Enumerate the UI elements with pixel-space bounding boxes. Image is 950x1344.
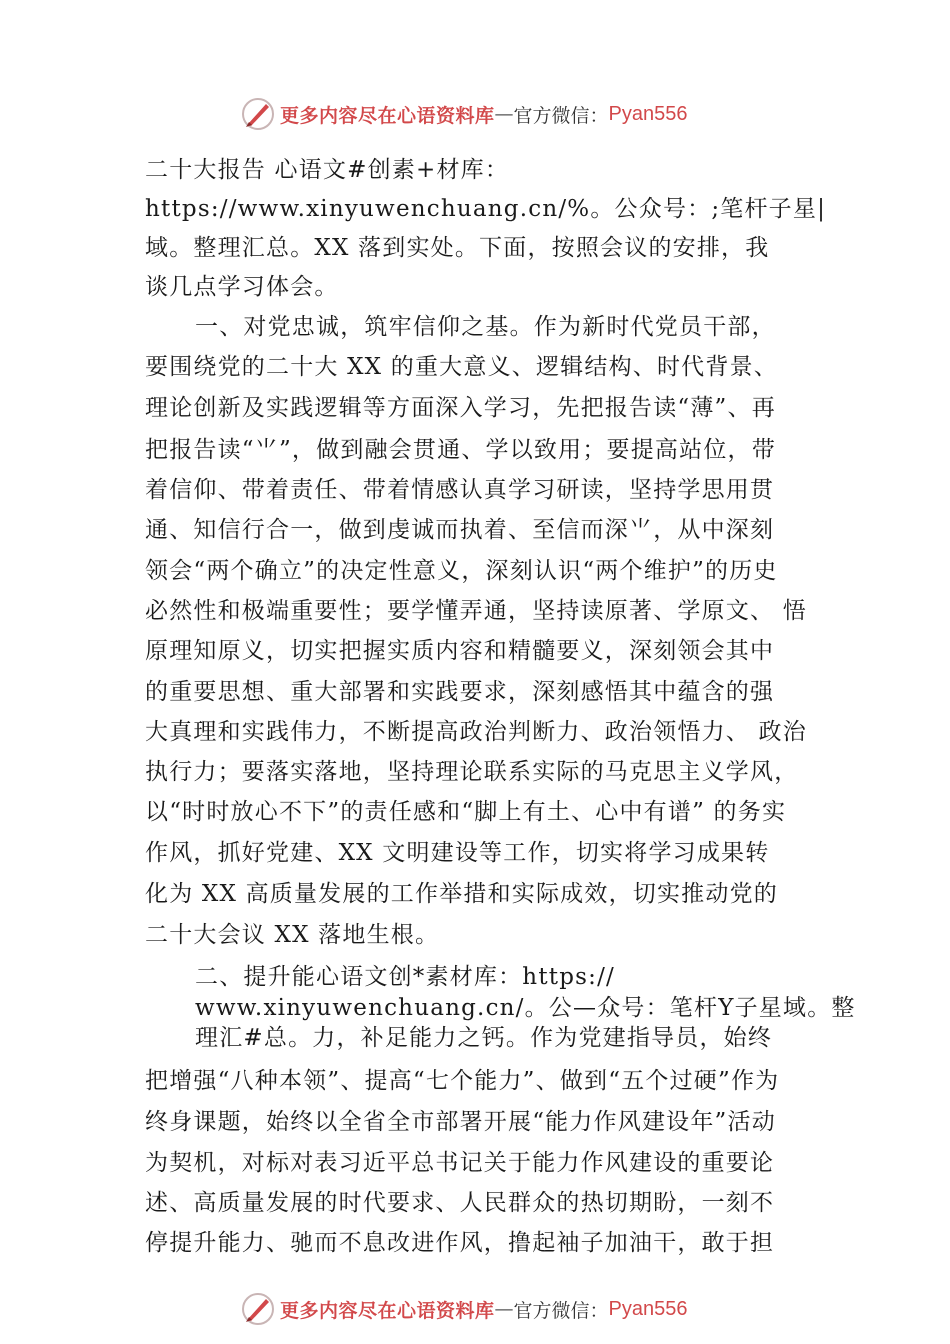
- text-line: 停提升能力、驰而不息改进作风，撸起袖子加油干，敢于担: [145, 1230, 775, 1256]
- text-line: 谈几点学习体会。: [145, 274, 339, 300]
- watermark-brand: 更多内容尽在心语资料库: [280, 104, 495, 127]
- text-line: 二十大报告 心语文#创素+材库：: [145, 157, 510, 183]
- text-line: 着信仰、带着责任、带着情感认真学习研读，坚持学思用贯: [145, 477, 775, 503]
- pen-quill-logo-icon: [240, 1291, 276, 1327]
- text-line: 把增强“八种本领”、提高“七个能力”、做到“五个过硬”作为: [145, 1068, 780, 1094]
- text-line: 理汇#总。力，补足能力之钙。作为党建指导员，始终: [195, 1025, 773, 1051]
- watermark-wechat-id: Pyan556: [608, 102, 688, 125]
- text-line: 二十大会议 XX 落地生根。: [145, 922, 440, 948]
- text-line: 通、知信行合一，做到虔诚而执着、至信而深⺌，从中深刻: [145, 517, 775, 543]
- watermark-separator: —: [494, 103, 514, 125]
- text-line: 终身课题，始终以全省全市部署开展“能力作风建设年”活动: [145, 1109, 776, 1135]
- text-line: 领会“两个确立”的决定性意义，深刻认识“两个维护”的历史: [145, 558, 778, 584]
- watermark-label: 官方微信：: [513, 104, 609, 127]
- text-line: 述、高质量发展的时代要求、人民群众的热切期盼，一刻不: [145, 1190, 775, 1216]
- text-line: 作风，抓好党建、XX 文明建设等工作，切实将学习成果转: [145, 840, 770, 866]
- text-line: 以“时时放心不下”的责任感和“脚上有土、心中有谱” 的务实: [145, 799, 787, 825]
- text-line: www.xinyuwenchuang.cn/。公—众号：笔杆Y子星域。整: [195, 995, 856, 1021]
- watermark-brand: 更多内容尽在心语资料库: [280, 1299, 495, 1322]
- text-line: 化为 XX 高质量发展的工作举措和实际成效，切实推动党的: [145, 881, 778, 907]
- text-line: 原理知原义，切实把握实质内容和精髓要义，深刻领会其中: [145, 638, 775, 664]
- watermark-label: 官方微信：: [513, 1299, 609, 1322]
- paragraph-heading: 一、对党忠诚，筑牢信仰之基。作为新时代党员干部，: [195, 314, 776, 340]
- watermark-separator: —: [494, 1298, 514, 1320]
- text-line: https://www.xinyuwenchuang.cn/%。公众号：;笔杆子星|: [145, 196, 827, 222]
- watermark-wechat-id: Pyan556: [608, 1297, 688, 1320]
- text-line: 理论创新及实践逻辑等方面深入学习，先把报告读“薄”、再: [145, 395, 776, 421]
- text-line: 把报告读“⺌”，做到融会贯通、学以致用；要提高站位，带: [145, 437, 776, 463]
- text-line: 执行力；要落实落地，坚持理论联系实际的马克思主义学风，: [145, 759, 799, 785]
- text-line: 要围绕党的二十大 XX 的重大意义、逻辑结构、时代背景、: [145, 354, 778, 380]
- watermark-footer: [240, 1289, 760, 1329]
- text-line: 的重要思想、重大部署和实践要求，深刻感悟其中蕴含的强: [145, 679, 775, 705]
- text-line: 域。整理汇总。XX 落到实处。下面，按照会议的安排，我: [145, 235, 770, 261]
- paragraph-heading: 二、提升能心语文创*素材库：https://: [195, 964, 615, 990]
- text-line: 必然性和极端重要性；要学懂弄通，坚持读原著、学原文、 悟: [145, 598, 807, 624]
- text-line: 为契机，对标对表习近平总书记关于能力作风建设的重要论: [145, 1150, 775, 1176]
- text-line: 大真理和实践伟力，不断提高政治判断力、政治领悟力、 政治: [145, 719, 807, 745]
